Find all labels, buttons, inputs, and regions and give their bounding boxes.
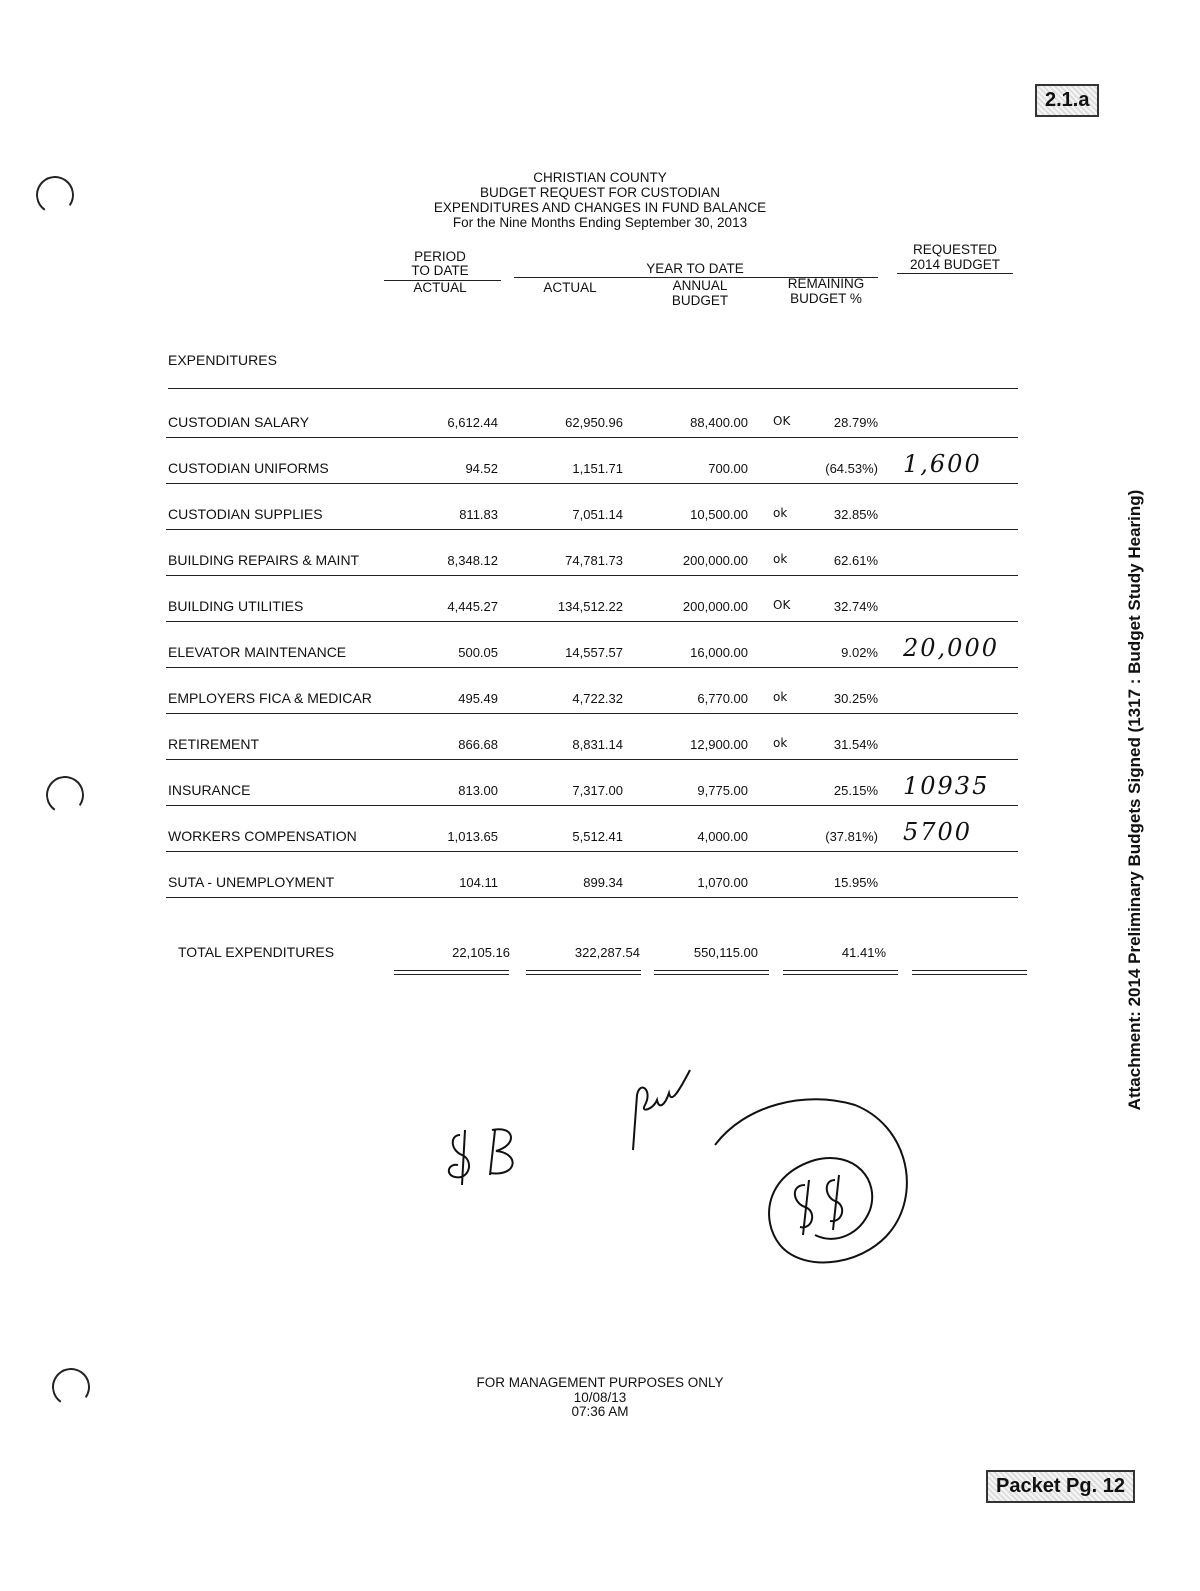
col-ytd-group: YEAR TO DATE	[646, 261, 744, 276]
col-requested-bottom: 2014 BUDGET	[909, 257, 1001, 272]
total-row	[168, 920, 1018, 966]
footer-time: 07:36 AM	[571, 1404, 629, 1419]
row-remaining-pct: 15.95%	[833, 875, 878, 890]
row-remaining-pct: 31.54%	[833, 737, 878, 752]
col-ytd-actual: ACTUAL	[543, 280, 597, 295]
row-ok-note: ok	[773, 506, 788, 520]
row-ytd-actual: 74,781.73	[565, 553, 623, 568]
expenditure-row	[168, 438, 1018, 484]
row-remaining-pct: 32.85%	[833, 507, 878, 522]
footer-date: 10/08/13	[573, 1390, 627, 1405]
row-ok-note: ok	[773, 690, 788, 704]
total-rule-period	[394, 970, 509, 975]
row-remaining-pct: 30.25%	[833, 691, 878, 706]
total-rule-remaining	[783, 970, 898, 975]
col-period-bottom: ACTUAL	[413, 280, 467, 295]
row-annual-budget: 12,900.00	[690, 737, 748, 752]
row-label: CUSTODIAN SALARY	[168, 414, 310, 430]
row-period-actual: 811.83	[459, 507, 498, 522]
col-annual-bottom: BUDGET	[671, 293, 729, 308]
signature-scribble	[625, 1065, 705, 1155]
footer-purpose: FOR MANAGEMENT PURPOSES ONLY	[476, 1375, 724, 1390]
total-rule-ytd	[526, 970, 641, 975]
report-title-request: BUDGET REQUEST FOR CUSTODIAN	[479, 185, 721, 200]
punch-hole-middle	[43, 773, 87, 817]
row-label: ELEVATOR MAINTENANCE	[168, 644, 347, 660]
section-stamp: 2.1.a	[1035, 84, 1099, 117]
row-requested-budget: 1,600	[903, 450, 982, 478]
col-requested-rule	[897, 273, 1013, 274]
row-ok-note: OK	[773, 598, 791, 612]
total-ytd: 322,287.54	[574, 945, 640, 960]
row-label: BUILDING UTILITIES	[168, 598, 304, 614]
col-requested-top: REQUESTED	[912, 242, 997, 257]
row-annual-budget: 6,770.00	[697, 691, 748, 706]
signature-initials-sb	[440, 1115, 560, 1195]
row-ytd-actual: 1,151.71	[572, 461, 623, 476]
expenditure-row	[168, 668, 1018, 714]
total-rule-annual	[654, 970, 769, 975]
expenditure-row	[168, 852, 1018, 898]
row-period-actual: 4,445.27	[447, 599, 498, 614]
row-annual-budget: 88,400.00	[690, 415, 748, 430]
row-label: BUILDING REPAIRS & MAINT	[168, 552, 360, 568]
row-period-actual: 6,612.44	[447, 415, 498, 430]
row-rule	[166, 897, 1018, 898]
report-title-expenditures: EXPENDITURES AND CHANGES IN FUND BALANCE	[433, 200, 767, 215]
row-requested-budget: 5700	[903, 818, 973, 846]
row-label: CUSTODIAN SUPPLIES	[168, 506, 323, 522]
row-annual-budget: 10,500.00	[690, 507, 748, 522]
row-remaining-pct: 25.15%	[833, 783, 878, 798]
row-annual-budget: 9,775.00	[697, 783, 748, 798]
row-label: SUTA - UNEMPLOYMENT	[168, 874, 335, 890]
row-remaining-pct: (64.53%)	[825, 461, 878, 476]
row-requested-budget: 10935	[903, 772, 990, 800]
row-period-actual: 495.49	[458, 691, 498, 706]
row-annual-budget: 16,000.00	[690, 645, 748, 660]
col-annual-top: ANNUAL	[672, 278, 728, 293]
row-period-actual: 104.11	[459, 875, 498, 890]
row-label: INSURANCE	[168, 782, 251, 798]
total-remaining: 41.41%	[841, 945, 886, 960]
row-period-actual: 813.00	[458, 783, 498, 798]
section-rule	[168, 388, 1018, 389]
row-period-actual: 866.68	[458, 737, 498, 752]
row-label: CUSTODIAN UNIFORMS	[168, 460, 329, 476]
total-annual: 550,115.00	[693, 945, 758, 960]
row-ok-note: OK	[773, 414, 791, 428]
attachment-side-label: Attachment: 2014 Preliminary Budgets Signed (1317 : Budget Study Hearing)	[1125, 489, 1144, 1111]
col-period-top: PERIOD	[414, 249, 466, 264]
row-remaining-pct: 9.02%	[841, 645, 878, 660]
col-remaining-top: REMAINING	[787, 276, 865, 291]
row-annual-budget: 1,070.00	[697, 875, 748, 890]
row-ytd-actual: 899.34	[583, 875, 623, 890]
row-label: EMPLOYERS FICA & MEDICAR	[168, 690, 372, 706]
expenditure-row	[168, 576, 1018, 622]
total-period: 22,105.16	[452, 945, 510, 960]
row-period-actual: 500.05	[458, 645, 498, 660]
row-ytd-actual: 14,557.57	[565, 645, 623, 660]
report-title-county: CHRISTIAN COUNTY	[533, 170, 667, 185]
row-ytd-actual: 8,831.14	[572, 737, 623, 752]
row-annual-budget: 700.00	[708, 461, 748, 476]
signature-circled-initials	[705, 1085, 925, 1275]
row-ok-note: ok	[773, 552, 788, 566]
row-annual-budget: 200,000.00	[682, 553, 748, 568]
expenditure-row	[168, 392, 1018, 438]
packet-page-stamp: Packet Pg. 12	[986, 1470, 1135, 1503]
row-period-actual: 8,348.12	[447, 553, 498, 568]
row-ytd-actual: 134,512.22	[557, 599, 623, 614]
row-remaining-pct: 62.61%	[833, 553, 878, 568]
expenditure-row	[168, 714, 1018, 760]
row-ok-note: ok	[773, 736, 788, 750]
row-ytd-actual: 4,722.32	[572, 691, 623, 706]
row-remaining-pct: (37.81%)	[825, 829, 878, 844]
total-label: TOTAL EXPENDITURES	[178, 944, 335, 960]
expenditure-row	[168, 484, 1018, 530]
row-period-actual: 1,013.65	[447, 829, 498, 844]
row-remaining-pct: 28.79%	[833, 415, 878, 430]
row-ytd-actual: 62,950.96	[565, 415, 623, 430]
expenditure-row	[168, 622, 1018, 668]
col-period-mid: TO DATE	[411, 263, 469, 278]
row-annual-budget: 200,000.00	[682, 599, 748, 614]
col-remaining-bottom: BUDGET %	[790, 291, 862, 306]
row-label: RETIREMENT	[168, 736, 259, 752]
section-label: EXPENDITURES	[168, 352, 277, 368]
row-remaining-pct: 32.74%	[833, 599, 878, 614]
row-annual-budget: 4,000.00	[697, 829, 748, 844]
expenditure-row	[168, 530, 1018, 576]
row-ytd-actual: 7,051.14	[572, 507, 623, 522]
row-label: WORKERS COMPENSATION	[168, 828, 357, 844]
row-ytd-actual: 5,512.41	[572, 829, 623, 844]
report-title-period: For the Nine Months Ending September 30, 2013	[452, 215, 748, 230]
expenditure-row	[168, 806, 1018, 852]
row-requested-budget: 20,000	[903, 634, 999, 662]
row-period-actual: 94.52	[465, 461, 498, 476]
row-ytd-actual: 7,317.00	[572, 783, 623, 798]
total-rule-requested	[912, 970, 1027, 975]
expenditure-row	[168, 760, 1018, 806]
